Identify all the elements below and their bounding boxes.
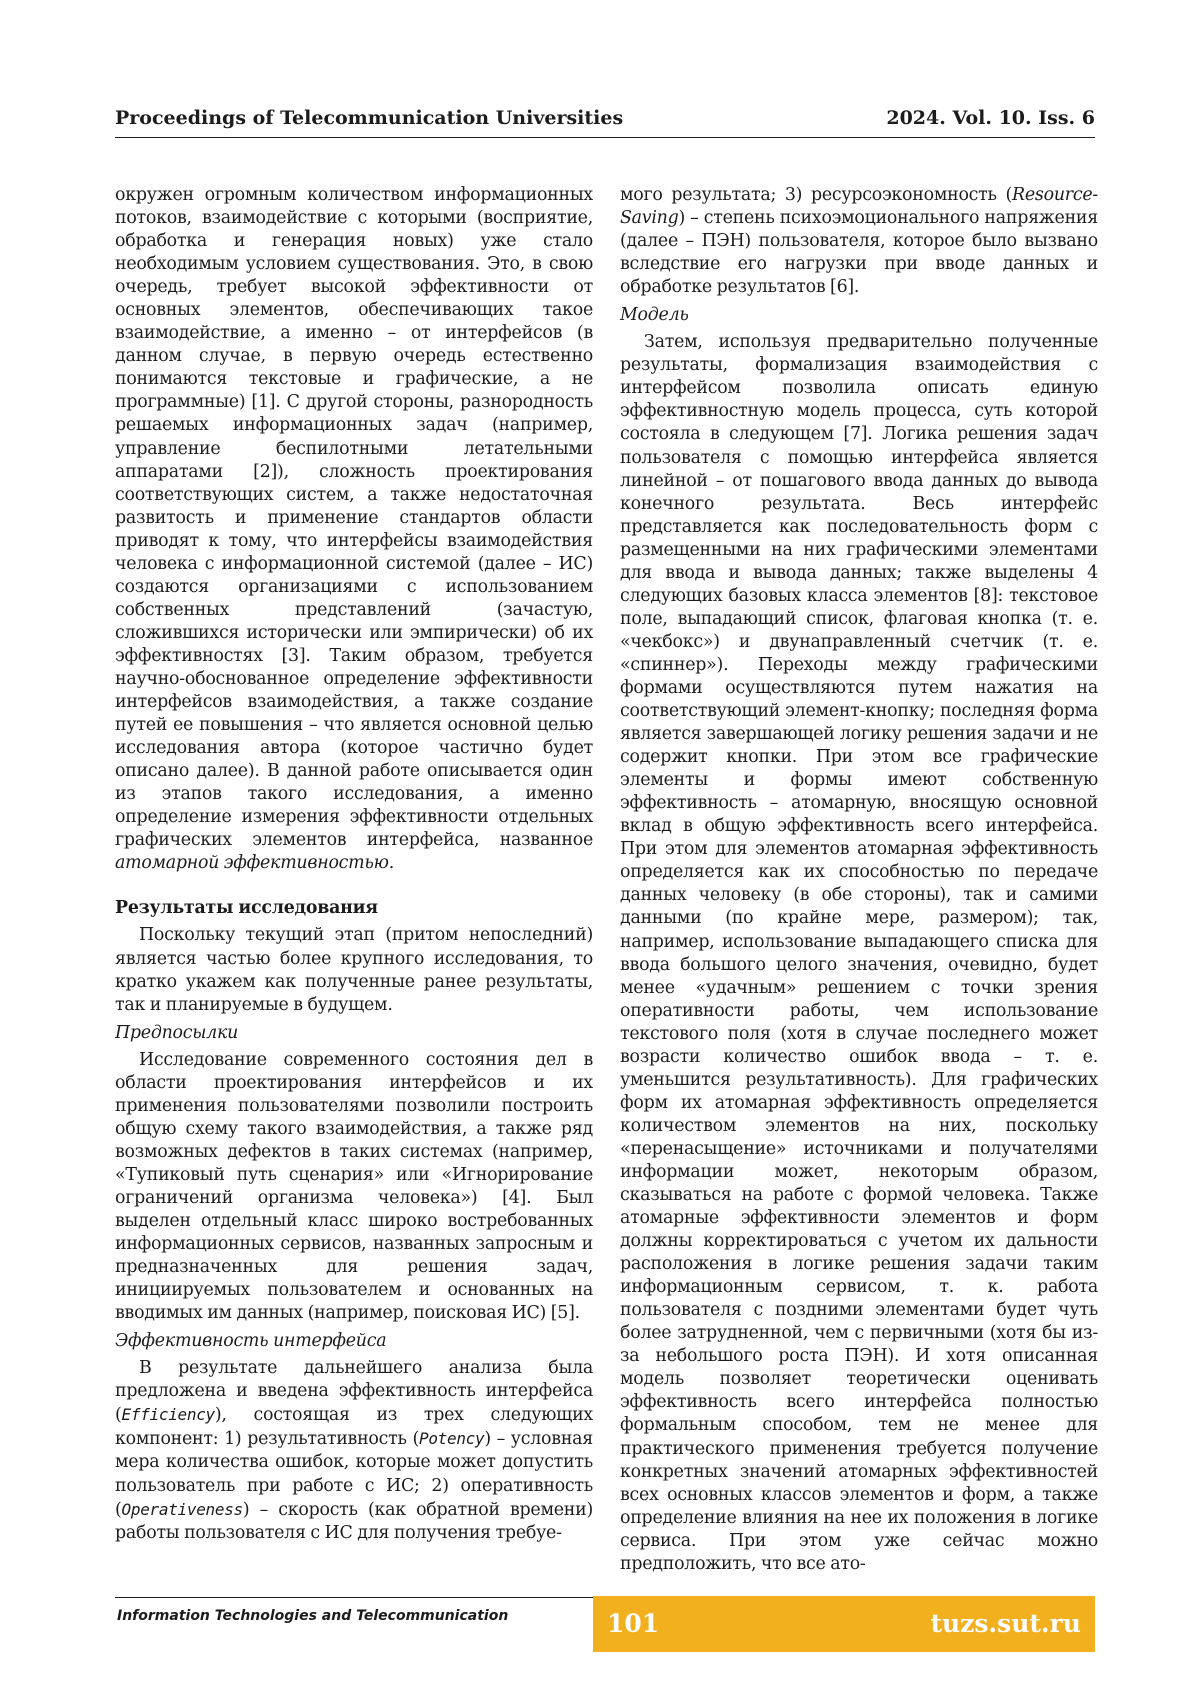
paragraph-intro-text: окружен огромным количеством информационных потоков, взаимодействие с которыми (восприятие, обработка и генерация новых) уже стало необходимым условием существования. Это, в свою очередь, требует высокой эффективности от основных элементов, обеспечивающих такое взаимодействие, а именно – от интерфейсов (в данном случае, в первую очередь естественно понимаются текстовые и графические, а не программные) [1]. С другой стороны, разнородность решаемых информационных задач (например, управление беспилотными летательными аппаратами [2]), сложность проектирования соответствующих систем, а также недостаточная развитость и применение стандартов области приводят к тому, что интерфейсы взаимодействия человека с информационной системой (далее – ИС) создаются организациями с использованием собственных представлений (зачастую, сложившихся исторически или эмпирически) об их эффективностях [3]. Таким образом, требуется научно-обоснованное определение эффективности интерфейсов взаимодействия, а также создание путей ее повышения – что является основной целью исследования автора (которое частично будет описано далее). В данной работе описывается один из этапов такого исследования, а именно определение измерения эффективности отдельных графических элементов интерфейса, названное bbox=[115, 185, 593, 851]
efficiency-text-c: ) – условная мера количества ошибок, которые может допустить пользователь при работе с ИС; 2) оперативность ( bbox=[115, 1429, 593, 1520]
efficiency-text-a: В результате дальнейшего анализа была предложена и введена эффективность интерфейса ( bbox=[115, 1358, 593, 1426]
footer-section-title: Information Technologies and Telecommunication bbox=[117, 1608, 509, 1624]
page-number: 101 bbox=[607, 1609, 660, 1638]
journal-website: tuzs.sut.ru bbox=[930, 1609, 1081, 1638]
right-column bbox=[620, 184, 1098, 1576]
resource-text-b: ) – степень психоэмоционального напряжения (далее – ПЭН) пользователя, которое было вызвано вследствие его нагрузки при вводе данных и обработке результатов [6]. bbox=[620, 208, 1098, 298]
paragraph-resource-saving bbox=[620, 184, 1098, 299]
footer-bar bbox=[593, 1596, 1095, 1652]
paragraph-prerequisites: Исследование современного состояния дел в области проектирования интерфейсов и их применения пользователями позволили построить общую схему такого взаимодействия, а также ряд возможных дефектов в таких системах (например, «Тупиковый путь сценария» или «Игнорирование ограничений организма человека») [4]. Был выделен отдельный класс широко востребованных информационных сервисов, названных запросным и предназначенных для решения задач, инициируемых пользователем и основанных на вводимых им данных (например, поисковая ИС) [5]. bbox=[115, 1049, 593, 1324]
paragraph-intro bbox=[115, 184, 593, 875]
paragraph-results-intro: Поскольку текущий этап (притом непоследний) является частью более крупного исследования, то кратко укажем как полученные ранее результаты, так и планируемые в будущем. bbox=[115, 925, 593, 1015]
efficiency-text-b: ), состоящая из трех следующих компонент: 1) результативность ( bbox=[115, 1405, 593, 1450]
paragraph-model: Затем, используя предварительно полученные результаты, формализация взаимодействия с интерфейсом позволила описать единую эффективностную модель процесса, суть которой состояла в следующем [7]. Логика решения задач пользователя с помощью интерфейса является линейной – от пошагового ввода данных до вывода конечного результата. Весь интерфейс представляется как последовательность форм с размещенными на них графическими элементами для ввода и вывода данных; также выделены 4 следующих базовых класса элементов [8]: текстовое поле, выпадающий список, флаговая кнопка (т. е. «чекбокс») и двунаправленный счетчик (т. е. «спиннер»). Переходы между графическими формами осуществляются путем нажатия на соответствующий элемент-кнопку; последняя форма является завершающей логику решения задачи и не содержит кнопки. При этом все графические элементы и формы имеют собственную эффективность – атомарную, вносящую основной вклад в общую эффективность всего интерфейса. При этом для элементов атомарная эффективность определяется как их способностью по передаче данных человеку (в обе стороны), так и самими данными (по крайне мере, размером); так, например, использование выпадающего списка для ввода большого целого значения, очевидно, будет менее «удачным» решением с точки зрения оперативности работы, чем использование текстового поля (хотя в случае последнего может возрасти количество ошибок ввода – т. е. уменьшится результативность). Для графических форм их атомарная эффективность определяется количеством элементов на них, поскольку «перенасыщение» источниками и получателями информации может, некоторым образом, сказываться на работе с формой человека. Также атомарные эффективности элементов и форм должны корректироваться с учетом их дальности расположения в логике решения задачи таким информационным сервисом, т. к. работа пользователя с поздними элементами будет чуть более затрудненной, чем с первичными (хотя бы из-за небольшого роста ПЭН). И хотя описанная модель позволяет теоретически оценивать эффективность всего интерфейса полностью формальным способом, тем не менее для практического применения требуется получение конкретных значений атомарных эффективностей всех основных классов элементов и форм, а также определение влияния на нее их положения в логике сервиса. При этом уже сейчас можно предположить, что все ато- bbox=[620, 332, 1098, 1574]
section-heading-results: Результаты исследования bbox=[115, 898, 378, 919]
resource-text-a: мого результата; 3) ресурсоэкономность ( bbox=[620, 185, 1013, 205]
resource-saving-term: Resource-Saving bbox=[620, 185, 1098, 229]
subheading-interface-efficiency: Эффективность интерфейса bbox=[115, 1331, 387, 1352]
paragraph-interface-efficiency bbox=[115, 1357, 593, 1544]
footer-rule bbox=[115, 1597, 593, 1598]
subheading-prerequisites: Предпосылки bbox=[115, 1022, 239, 1043]
journal-title: Proceedings of Telecommunication Universities bbox=[115, 107, 624, 129]
atomic-efficiency-term: атомарной эффективностью. bbox=[115, 853, 394, 874]
left-column bbox=[115, 184, 593, 1545]
math-operativeness: Operativeness bbox=[121, 1499, 243, 1519]
subheading-model: Модель bbox=[620, 305, 689, 326]
math-potency: Potency bbox=[419, 1429, 485, 1449]
running-header bbox=[115, 103, 1095, 138]
efficiency-text-d: ) – скорость (как обратной времени) работы пользователя с ИС для получения требуе- bbox=[115, 1499, 593, 1543]
issue-info: 2024. Vol. 10. Iss. 6 bbox=[886, 107, 1095, 129]
math-efficiency: Efficiency bbox=[121, 1405, 215, 1425]
